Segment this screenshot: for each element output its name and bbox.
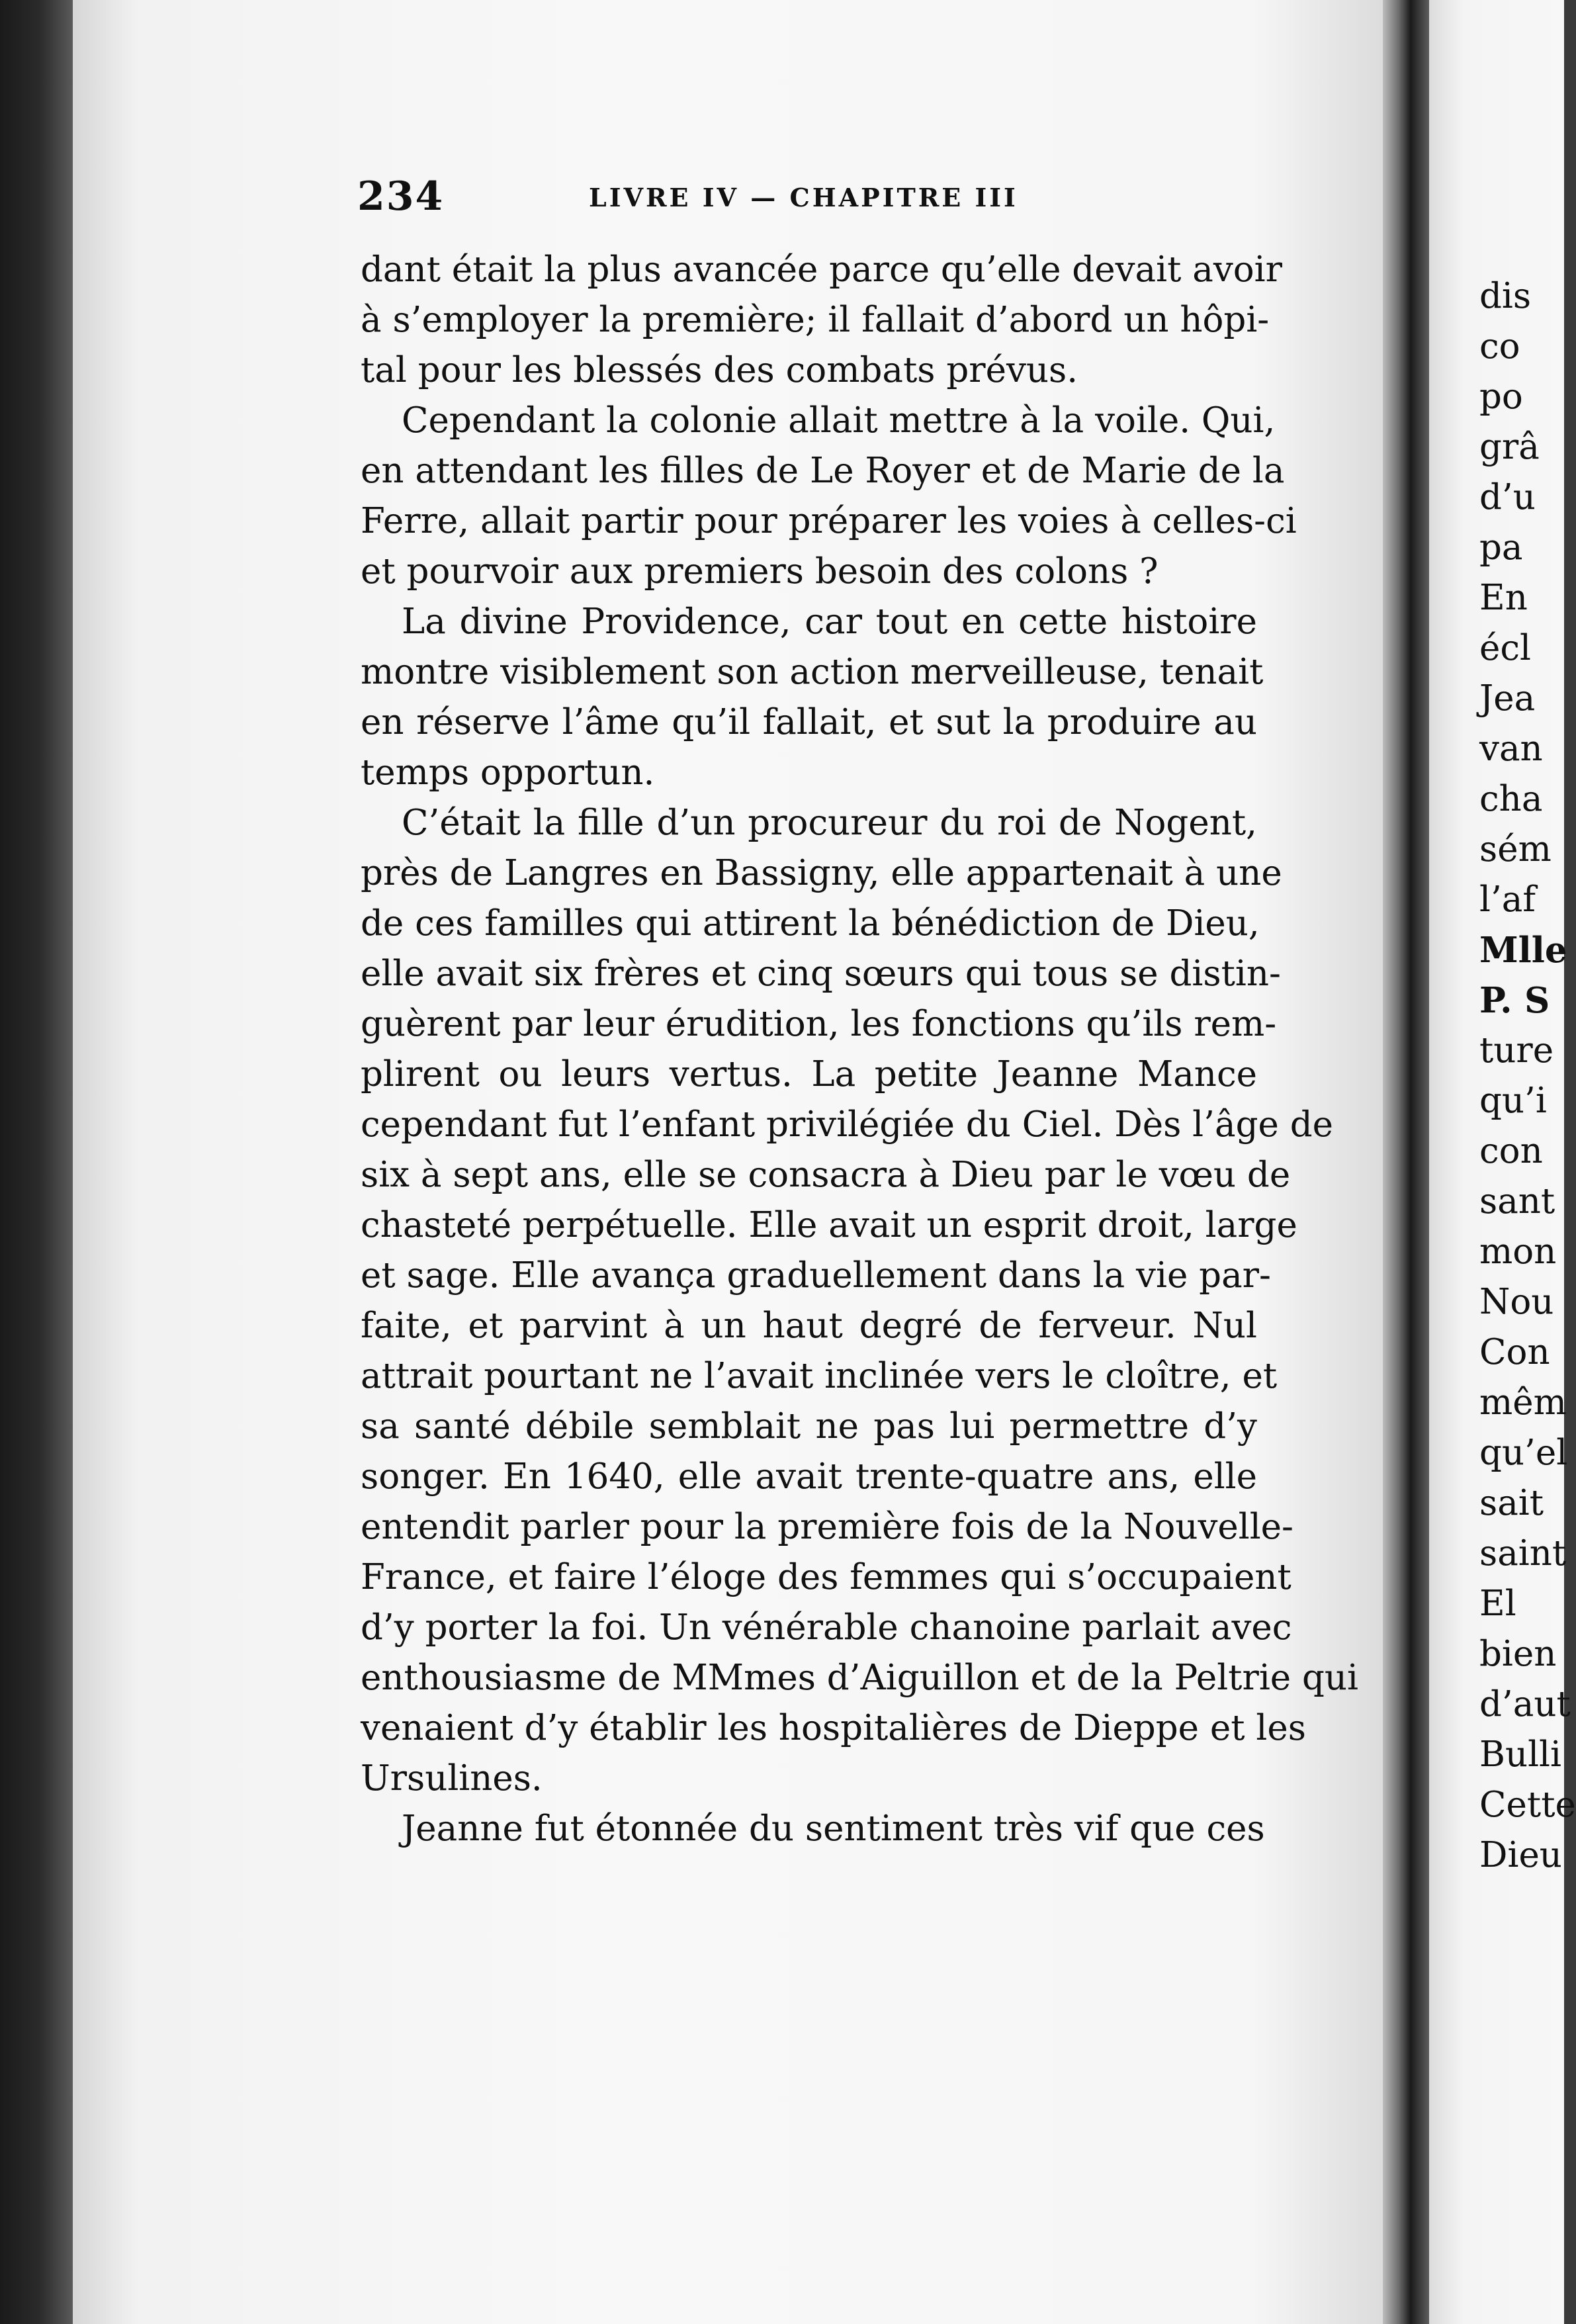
right-page-fragment: con <box>1479 1131 1543 1171</box>
page-number: 234 <box>357 173 445 220</box>
right-page-fragment: sém <box>1479 829 1552 870</box>
right-page-fragment: sait <box>1479 1483 1544 1523</box>
text-line: de ces familles qui attirent la bénédiction de Dieu, <box>361 903 1260 944</box>
right-page-fragment: l’af <box>1479 879 1536 920</box>
text-line: près de Langres en Bassigny, elle appartenait à une <box>361 853 1282 893</box>
scan-border-left <box>0 0 73 2324</box>
right-page-fragment: Jea <box>1479 678 1536 719</box>
text-line: en réserve l’âme qu’il fallait, et sut la produire au <box>361 702 1257 742</box>
text-line: chasteté perpétuelle. Elle avait un esprit droit, large <box>361 1205 1297 1245</box>
text-line: temps opportun. <box>361 752 655 793</box>
text-line: enthousiasme de MMmes d’Aiguillon et de la Peltrie qui <box>361 1658 1358 1698</box>
right-page-fragment: saint <box>1479 1533 1567 1574</box>
text-line: et pourvoir aux premiers besoin des colons ? <box>361 551 1159 592</box>
text-line: six à sept ans, elle se consacra à Dieu par le vœu de <box>361 1155 1291 1195</box>
text-line: montre visiblement son action merveilleuse, tenait <box>361 652 1264 692</box>
right-page-fragment: qu’i <box>1479 1081 1547 1121</box>
text-line: Cependant la colonie allait mettre à la voile. Qui, <box>402 400 1276 441</box>
text-line: à s’employer la première; il fallait d’abord un hôpi- <box>361 300 1270 340</box>
right-page-fragment: mêm <box>1479 1382 1567 1423</box>
page-header <box>357 173 1257 226</box>
right-page-fragment: cha <box>1479 779 1543 819</box>
text-line: songer. En 1640, elle avait trente-quatre ans, elle <box>361 1456 1257 1497</box>
text-line: Ferre, allait partir pour préparer les voies à celles-ci <box>361 501 1297 541</box>
right-page-fragment: Mlle <box>1479 930 1567 971</box>
text-line: Ursulines. <box>361 1758 543 1799</box>
right-page-fragment: mon <box>1479 1231 1557 1272</box>
text-line: entendit parler pour la première fois de la Nouvelle- <box>361 1507 1293 1547</box>
right-page-fragment: Nou <box>1479 1282 1554 1322</box>
text-line: dant était la plus avancée parce qu’elle devait avoir <box>361 249 1282 290</box>
right-page-fragment: bien <box>1479 1634 1557 1674</box>
right-page-fragment: qu’el <box>1479 1433 1568 1473</box>
right-page-fragment: d’aut <box>1479 1684 1571 1724</box>
right-page-fragment: El <box>1479 1584 1516 1624</box>
text-line: elle avait six frères et cinq sœurs qui tous se distin- <box>361 954 1281 994</box>
right-page-fragment: grâ <box>1479 427 1540 467</box>
book-gutter <box>1383 0 1429 2324</box>
right-page-fragment: P. S <box>1479 980 1550 1021</box>
text-line: cependant fut l’enfant privilégiée du Ciel. Dès l’âge de <box>361 1104 1333 1145</box>
text-line: plirent ou leurs vertus. La petite Jeanne Mance <box>361 1054 1257 1095</box>
running-head: LIVRE IV — CHAPITRE III <box>589 183 1018 212</box>
text-line: attrait pourtant ne l’avait inclinée vers le cloître, et <box>361 1356 1278 1396</box>
text-line: d’y porter la foi. Un vénérable chanoine parlait avec <box>361 1607 1292 1648</box>
right-page-fragment: d’u <box>1479 477 1536 517</box>
right-page-fragment: En <box>1479 578 1528 618</box>
text-line: guèrent par leur érudition, les fonctions qu’ils rem- <box>361 1004 1277 1044</box>
text-line: La divine Providence, car tout en cette histoire <box>402 602 1257 642</box>
right-page-fragment: ture <box>1479 1030 1554 1071</box>
right-page-fragment: Dieu <box>1479 1835 1562 1875</box>
right-page-fragment: sant <box>1479 1181 1555 1222</box>
right-page-fragment: Con <box>1479 1332 1550 1372</box>
text-line: en attendant les filles de Le Royer et de Marie de la <box>361 451 1285 491</box>
text-line: Jeanne fut étonnée du sentiment très vif que ces <box>402 1809 1265 1849</box>
text-line: et sage. Elle avança graduellement dans la vie par- <box>361 1255 1271 1296</box>
text-line: venaient d’y établir les hospitalières de Dieppe et les <box>361 1708 1306 1748</box>
text-line: sa santé débile semblait ne pas lui permettre d’y <box>361 1406 1257 1447</box>
text-line: tal pour les blessés des combats prévus. <box>361 350 1078 390</box>
text-line: faite, et parvint à un haut degré de ferveur. Nul <box>361 1306 1257 1346</box>
right-page-fragment: po <box>1479 377 1523 417</box>
right-page-fragment: van <box>1479 729 1543 769</box>
right-page-fragment: dis <box>1479 276 1532 316</box>
right-page-fragment: co <box>1479 326 1520 367</box>
right-page-fragment: Cette <box>1479 1785 1576 1825</box>
text-line: France, et faire l’éloge des femmes qui s’occupaient <box>361 1557 1291 1597</box>
right-page-fragment: écl <box>1479 628 1531 668</box>
text-line: C’était la fille d’un procureur du roi de Nogent, <box>402 803 1257 843</box>
right-page-fragment: pa <box>1479 527 1523 568</box>
right-page-fragment: Bulli <box>1479 1734 1561 1775</box>
